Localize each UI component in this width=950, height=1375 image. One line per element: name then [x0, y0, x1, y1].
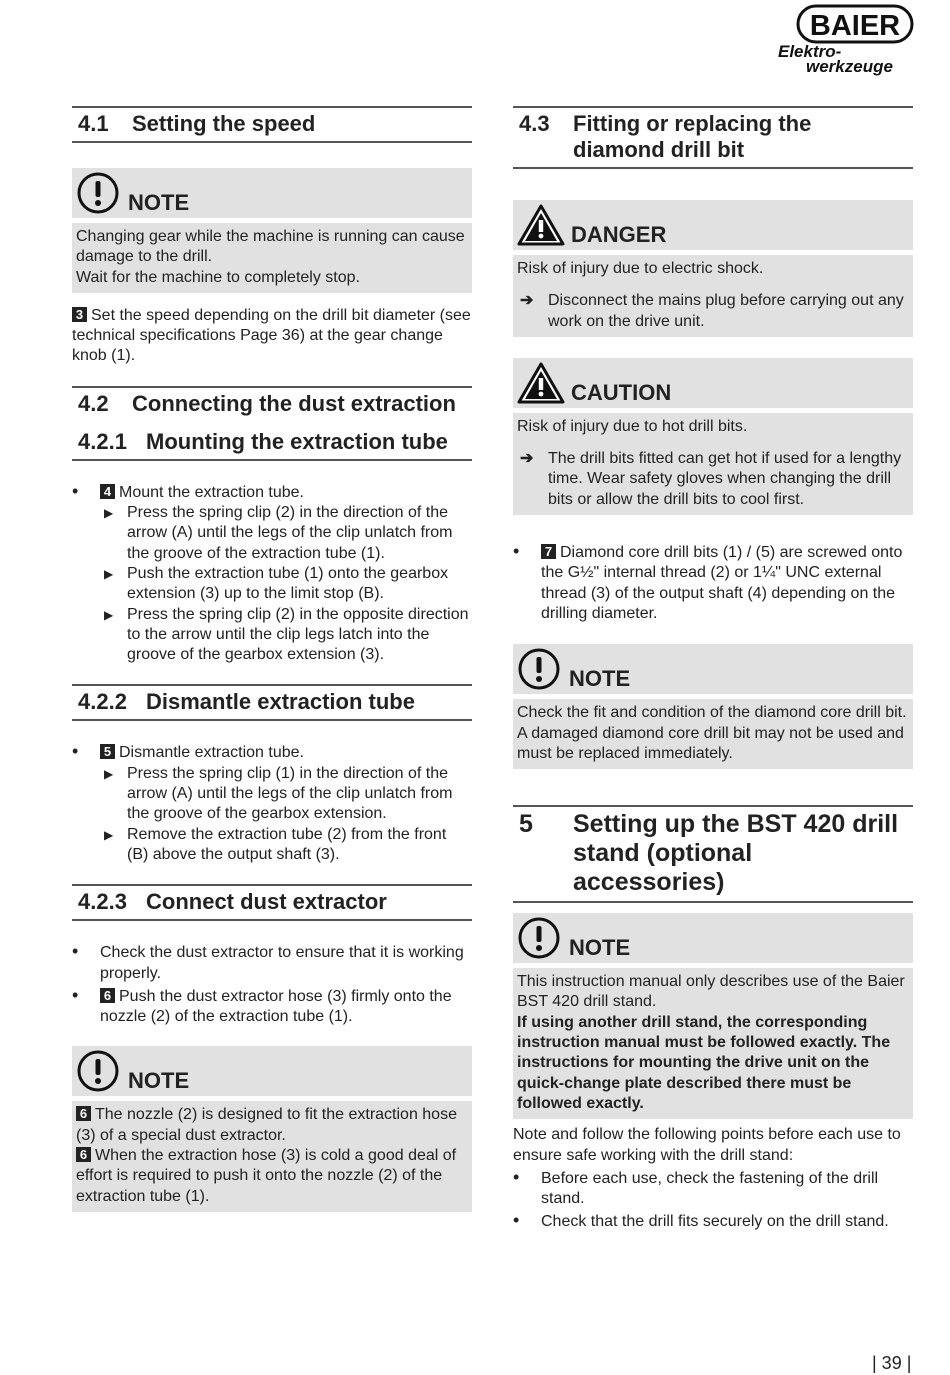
caution-label: CAUTION	[571, 379, 672, 405]
note-label: NOTE	[569, 935, 631, 961]
baier-logo	[776, 4, 926, 80]
exclamation-circle-icon	[76, 1049, 120, 1093]
figure-ref: 6	[76, 1106, 91, 1121]
list-item: • Before each use, check the fastening of the drill stand.	[513, 1166, 879, 1208]
figure-ref: 6	[76, 1147, 91, 1162]
note-header	[72, 1046, 472, 1096]
step-item: ▶ Remove the extraction tube (2) from the front (B) above the output shaft (3).	[104, 825, 447, 863]
danger-label: DANGER	[571, 222, 667, 247]
svg-text:Elektro-: Elektro-	[778, 42, 842, 61]
danger-body: Risk of injury due to electric shock. ➔ Disconnect the mains plug before carrying out any work on the drive unit.	[513, 255, 913, 337]
note-body: 6 The nozzle (2) is designed to fit the extraction hose (3) of a special dust extractor. 6 When the extraction hose (3) is cold a good deal of effort is required to push it onto the nozzle (2) of the extraction tube (1).	[72, 1101, 472, 1211]
section-heading-4-2-1: 4.2.1 Mounting the extraction tube	[72, 427, 472, 461]
figure-ref: 4	[100, 484, 115, 499]
action-item: ➔ The drill bits fitted can get hot if used for a lengthy time. Wear safety gloves when changing the drill bits or allow the drill bits to cool first.	[520, 450, 902, 508]
note-body: Check the fit and condition of the diamond core drill bit. A damaged diamond core drill bit may not be used and must be replaced immediately.	[513, 699, 913, 769]
caution-header	[513, 358, 913, 408]
warning-triangle-icon	[517, 361, 565, 405]
figure-ref: 3	[72, 307, 87, 322]
list-item: • 6 Push the dust extractor hose (3) firmly onto the nozzle (2) of the extraction tube (1).	[72, 984, 452, 1026]
figure-ref: 6	[100, 988, 115, 1003]
drill-stand-intro: Note and follow the following points before each use to ensure safe working with the drill stand:	[513, 1126, 901, 1164]
exclamation-circle-icon	[76, 171, 120, 215]
note-label: NOTE	[128, 190, 190, 215]
left-column	[72, 106, 472, 1212]
section-heading-4-2: 4.2 Connecting the dust extraction	[72, 386, 472, 427]
section-heading-4-1: 4.1 Setting the speed	[72, 106, 472, 143]
note-label: NOTE	[128, 1068, 190, 1094]
list-item: • 4 Mount the extraction tube.	[72, 480, 304, 501]
danger-header	[513, 200, 913, 250]
step-item: ▶ Press the spring clip (2) in the direction of the arrow (A) until the legs of the clip unlatch from the groove of the extraction tube (1).	[104, 504, 453, 562]
figure-ref: 7	[541, 544, 556, 559]
page-number: | 39 |	[872, 1353, 912, 1373]
figure-ref: 5	[100, 744, 115, 759]
exclamation-circle-icon	[517, 916, 561, 960]
note-body: Changing gear while the machine is running can cause damage to the drill. Wait for the machine to completely stop.	[72, 223, 472, 293]
step-item: ▶ Push the extraction tube (1) onto the gearbox extension (3) up to the limit stop (B).	[104, 564, 449, 603]
speed-instruction: 3 Set the speed depending on the drill bit diameter (see technical specifications Page 36) at the gear change knob (1).	[72, 306, 471, 365]
step-item: ▶ Press the spring clip (1) in the direction of the arrow (A) until the legs of the clip unlatch from the groove of the gearbox extension.	[104, 764, 453, 823]
action-item: ➔ Disconnect the mains plug before carrying out any work on the drive unit.	[520, 292, 904, 330]
step-item: ▶ Press the spring clip (2) in the opposite direction to the arrow until the clip legs latch into the groove of the gearbox extension (3).	[104, 605, 469, 664]
right-column	[513, 106, 913, 1233]
note-header	[513, 913, 913, 963]
section-heading-4-3: 4.3 Fitting or replacing the diamond drill bit	[513, 106, 913, 169]
note-body: This instruction manual only describes use of the Baier BST 420 drill stand. If using another drill stand, the corresponding instruction manual must be followed exactly. The instructions for mounting the drive unit on the quick-change plate described there must be followed exactly.	[513, 968, 913, 1119]
note-header	[513, 644, 913, 694]
section-heading-4-2-2: 4.2.2 Dismantle extraction tube	[72, 684, 472, 721]
list-item: • Check that the drill fits securely on the drill stand.	[513, 1210, 889, 1231]
svg-text:BAIER: BAIER	[809, 10, 901, 42]
list-item: • 7 Diamond core drill bits (1) / (5) are screwed onto the G½" internal thread (2) or 1¼" UNC external thread (3) of the output shaft (4) depending on the drilling diameter.	[513, 541, 903, 622]
note-header	[72, 168, 472, 218]
note-label: NOTE	[569, 666, 631, 692]
svg-text:werkzeuge: werkzeuge	[806, 57, 893, 76]
warning-triangle-icon	[517, 203, 565, 247]
section-heading-5: 5 Setting up the BST 420 drill stand (optional accessories)	[513, 805, 913, 903]
list-item: • 5 Dismantle extraction tube.	[72, 741, 304, 762]
caution-body: Risk of injury due to hot drill bits. ➔ The drill bits fitted can get hot if used for a lengthy time. Wear safety gloves when changing the drill bits or allow the drill bits to cool first.	[513, 413, 913, 515]
exclamation-circle-icon	[517, 647, 561, 691]
list-item: • Check the dust extractor to ensure that it is working properly.	[72, 941, 464, 982]
section-heading-4-2-3: 4.2.3 Connect dust extractor	[72, 884, 472, 921]
